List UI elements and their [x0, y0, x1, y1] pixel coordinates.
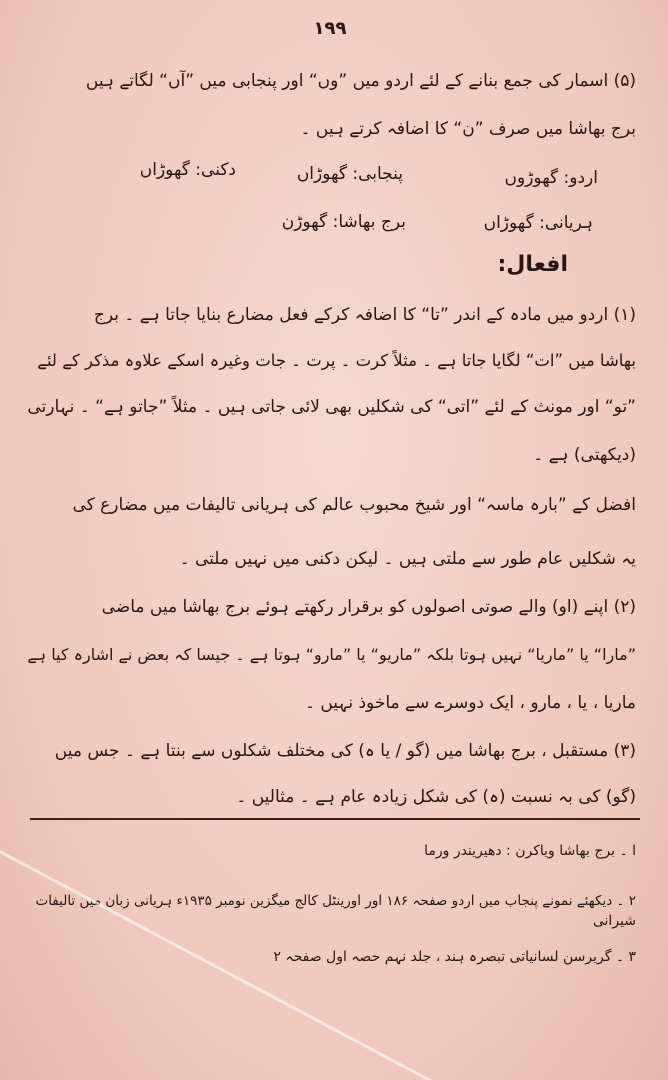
- example-braj: برج بھاشا: گھوڑن: [281, 212, 406, 232]
- para2-line3: ماریا ، یا ، مارو ، ایک دوسرے سے ماخوذ نہیں ۔: [304, 693, 636, 713]
- para-afzal-line1: افضل کے ”بارہ ماسہ“ اور شیخ محبوب عالم کی ہریانی تالیفات میں مضارع کی: [72, 495, 636, 515]
- para2-line2: ”مارا“ یا ”ماریا“ نہیں ہوتا بلکہ ”ماریو“ یا ”مارو“ ہوتا ہے ۔ جیسا کہ بعض نے اشارہ کیا ہے: [27, 645, 636, 664]
- footnote-2: ۲ ۔ دیکھئے نمونے پنجاب میں اردو صفحہ ۱۸۶ اور اورینٹل کالج میگزین نومبر ۱۹۳۵ء ہریانی زبان میں تالیفات: [35, 893, 636, 909]
- para3-line2: (گو) کی بہ نسبت (ہ) کی شکل زیادہ عام ہے ۔ مثالیں ۔: [236, 787, 636, 807]
- example-punjabi: پنجابی: گھوڑاں: [296, 164, 403, 184]
- para2-line1: (۲) اپنے (او) والے صوتی اصولوں کو برقرار رکھتے ہوئے برج بھاشا میں ماضی: [101, 597, 636, 617]
- footnote-1: ا ۔ برج بھاشا ویاکرن : دھیریندر ورما: [424, 843, 636, 859]
- example-urdu: اردو: گھوڑوں: [504, 168, 598, 188]
- section-heading: افعال:: [497, 252, 568, 277]
- page-number: ۱۹۹: [313, 18, 347, 39]
- example-haryani: ہریانی: گھوڑاں: [483, 213, 593, 233]
- para5-line1: (۵) اسمار کی جمع بنانے کے لئے اردو میں ”وں“ اور پنجابی میں ”آں“ لگاتے ہیں: [85, 71, 636, 91]
- example-dakhni: دکنی: گھوڑاں: [139, 160, 236, 180]
- para1-line3: ”تو“ اور مونث کے لئے ”اتی“ کی شکلیں بھی لائی جاتی ہیں ۔ مثلاً ”جاتو ہے“ ۔ نہارتی: [27, 397, 636, 417]
- para1-line1: (۱) اردو میں مادہ کے اندر ”تا“ کا اضافہ کرکے فعل مضارع بنایا جاتا ہے ۔ برج: [93, 305, 636, 325]
- para1-line2: بھاشا میں ”ات“ لگایا جاتا ہے ۔ مثلاً کرت ۔ پرت ۔ جات وغیرہ اسکے علاوہ مذکر کے لئے: [37, 351, 636, 370]
- para5-line2: برج بھاشا میں صرف ”ن“ کا اضافہ کرتے ہیں ۔: [300, 119, 636, 139]
- para3-line1: (۳) مستقبل ، برج بھاشا میں (گو / یا ہ) کی مختلف شکلوں سے بنتا ہے ۔ جس میں: [54, 741, 636, 761]
- footnote-2-cont: شیرانی: [592, 913, 636, 929]
- footnote-3: ۳ ۔ گریرسن لسانیاتی تبصرہ ہند ، جلد نہم حصہ اول صفحہ ۲: [273, 949, 636, 965]
- para1-line4: (دیکھتی) ہے ۔: [533, 445, 636, 465]
- para-afzal-line2: یہ شکلیں عام طور سے ملتی ہیں ۔ لیکن دکنی میں نہیں ملتی ۔: [179, 549, 636, 569]
- footnote-divider: [30, 818, 640, 820]
